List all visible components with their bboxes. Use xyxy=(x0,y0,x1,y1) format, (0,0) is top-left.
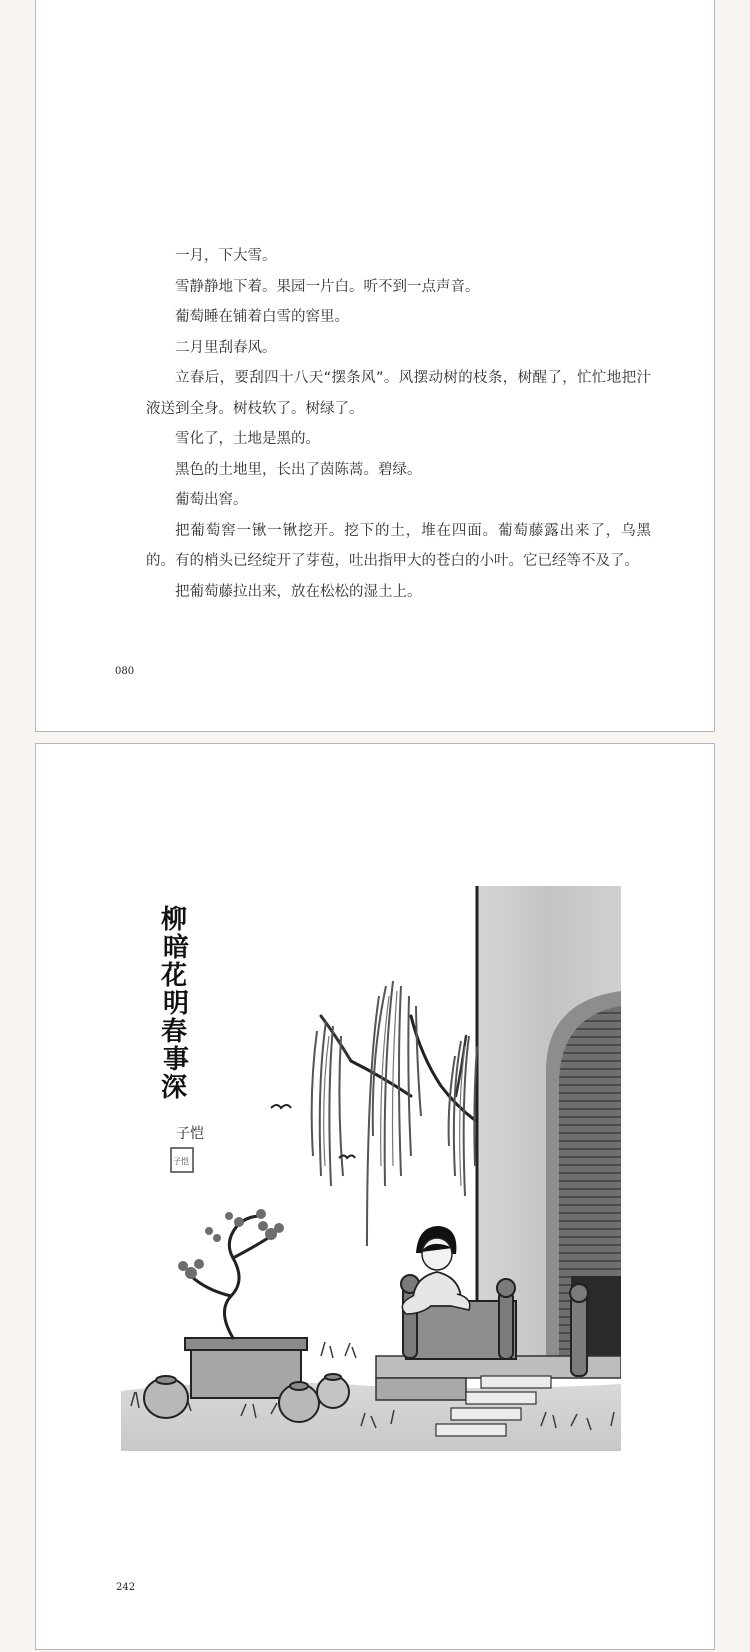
page-number: 080 xyxy=(115,666,135,677)
paragraph: 黑色的土地里，长出了茵陈蒿。碧绿。 xyxy=(175,461,422,478)
ink-painting xyxy=(121,886,621,1451)
paragraph: 葡萄睡在铺着白雪的窖里。 xyxy=(175,309,349,325)
inscription-char: 暗 xyxy=(163,933,190,963)
child-figure xyxy=(402,1226,470,1314)
bonsai-tree xyxy=(191,1216,271,1338)
inscription-char: 春 xyxy=(161,1017,188,1047)
step xyxy=(466,1392,536,1404)
inscription-char: 明 xyxy=(163,989,190,1019)
step xyxy=(436,1424,506,1436)
inscription-char xyxy=(160,905,189,1103)
bonsai-foliage xyxy=(178,1209,284,1279)
willow-leaves xyxy=(312,981,477,1246)
paragraph: 立春后，要刮四十八天“摆条风”。风摆动树的枝条，树醒了，忙忙地把汁液送到全身。树枝软了。树绿了。 xyxy=(146,370,651,417)
book-page-bottom xyxy=(35,743,715,1650)
paragraph: 二月里刮春风。 xyxy=(175,339,277,356)
paragraph: 雪静静地下着。果园一片白。听不到一点声音。 xyxy=(175,278,480,295)
paragraph: 把葡萄藤拉出来，放在松松的湿土上。 xyxy=(175,583,422,600)
inscription-char: 花 xyxy=(161,961,188,991)
inscription-char: 事 xyxy=(163,1045,190,1075)
artist-signature: 子恺 xyxy=(176,1126,204,1142)
inscription-char: 柳 xyxy=(161,905,188,935)
calligraphy-inscription xyxy=(160,905,189,1103)
body-text xyxy=(146,241,651,607)
step xyxy=(481,1376,551,1388)
paragraph: 把葡萄窖一锹一锹挖开。挖下的土，堆在四面。葡萄藤露出来了，乌黑的。有的梢头已经绽开了芽苞，吐出指甲大的苍白的小叶。它已经等不及了。 xyxy=(146,522,651,569)
paragraph: 一月，下大雪。 xyxy=(175,248,277,264)
paragraph: 雪化了，土地是黑的。 xyxy=(175,431,320,447)
inscription-char: 深 xyxy=(161,1073,188,1103)
paragraph: 葡萄出窖。 xyxy=(175,492,248,508)
svg-text:子恺: 子恺 xyxy=(173,1157,189,1166)
page-number: 242 xyxy=(116,1582,136,1593)
book-page-top xyxy=(35,0,715,732)
step xyxy=(451,1408,521,1420)
painting-svg xyxy=(121,886,621,1451)
